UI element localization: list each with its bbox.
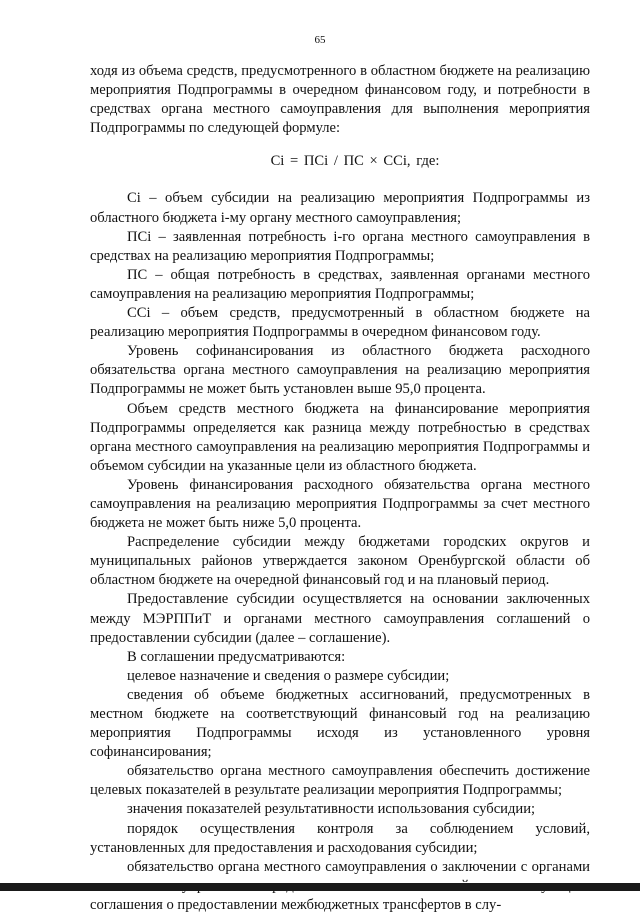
document-body bbox=[90, 62, 590, 915]
paragraph: В соглашении предусматриваются: bbox=[127, 648, 346, 665]
list-item: значения показателей результативности использования субсидии; bbox=[127, 801, 536, 818]
paragraph: Уровень финансирования расходного обязательства органа местного самоуправления на реализацию мероприятия Подпрограммы за счет местного бюджета не может быть ниже 5,0 процента. bbox=[90, 476, 590, 532]
paragraph: ССi – объем средств, предусмотренный в областном бюджете на реализацию мероприятия Подпрограммы в очередном финансовом году. bbox=[90, 305, 590, 341]
list-item: целевое назначение и сведения о размере субсидии; bbox=[127, 667, 450, 684]
paragraph: ПС – общая потребность в средствах, заявленная органами местного самоуправления на реализацию мероприятия Подпрограммы; bbox=[90, 266, 590, 302]
paragraph: ходя из объема средств, предусмотренного в областном бюджете на реализацию мероприятия Подпрограммы в очередном финансовом году, и потребности в средствах органа местного самоуправления для выполнения мероприятия Подпрограммы по следующей формуле: bbox=[90, 63, 590, 137]
scan-edge-bar bbox=[0, 883, 640, 891]
paragraph: Уровень софинансирования из областного бюджета расходного обязательства органа местного самоуправления на реализацию мероприятия Подпрограммы не может быть установлен выше 95,0 процента. bbox=[90, 343, 590, 398]
list-item: порядок осуществления контроля за соблюдением условий, установленных для предоставления и расходования субсидии; bbox=[90, 820, 590, 856]
list-item: сведения об объеме бюджетных ассигнований, предусмотренных в местном бюджете на соответствующий финансовый год на реализацию мероприятия Подпрограммы исходя из установленного уровня софинансирования; bbox=[90, 686, 590, 761]
list-item: обязательство органа местного самоуправления обеспечить достижение целевых показателей в результате реализации мероприятия Подпрограммы; bbox=[90, 763, 590, 799]
paragraph: Предоставление субсидии осуществляется на основании заключенных между МЭРППиТ и органами местного самоуправления соглашений о предоставлении субсидии (далее – соглашение). bbox=[90, 591, 590, 646]
page-number: 65 bbox=[314, 34, 326, 46]
list-item: обязательство органа местного самоуправления о заключении с органами соглашения о предоставлении межбюджетных трансфертов в слу- bbox=[90, 858, 590, 913]
paragraph: Распределение субсидии между бюджетами городских округов и муниципальных районов утверждается законом Оренбургской области об областном бюджете на очередной финансовый год и на плановый период. bbox=[90, 534, 590, 589]
paragraph: ПСi – заявленная потребность i-го органа местного самоуправления в средствах на реализацию мероприятия Подпрограммы; bbox=[90, 228, 590, 264]
formula: Ci = ПСi / ПС × ССi, где: bbox=[270, 153, 440, 170]
paragraph: Ci – объем субсидии на реализацию мероприятия Подпрограммы из областного бюджета i-му органу местного самоуправления; bbox=[90, 190, 590, 226]
paragraph: Объем средств местного бюджета на финансирование мероприятия Подпрограммы определяется как разница между потребностью в средствах органа местного самоуправления на реализацию мероприятия Подпрограммы и объемом субсидии на указанные цели из областного бюджета. bbox=[90, 400, 590, 474]
